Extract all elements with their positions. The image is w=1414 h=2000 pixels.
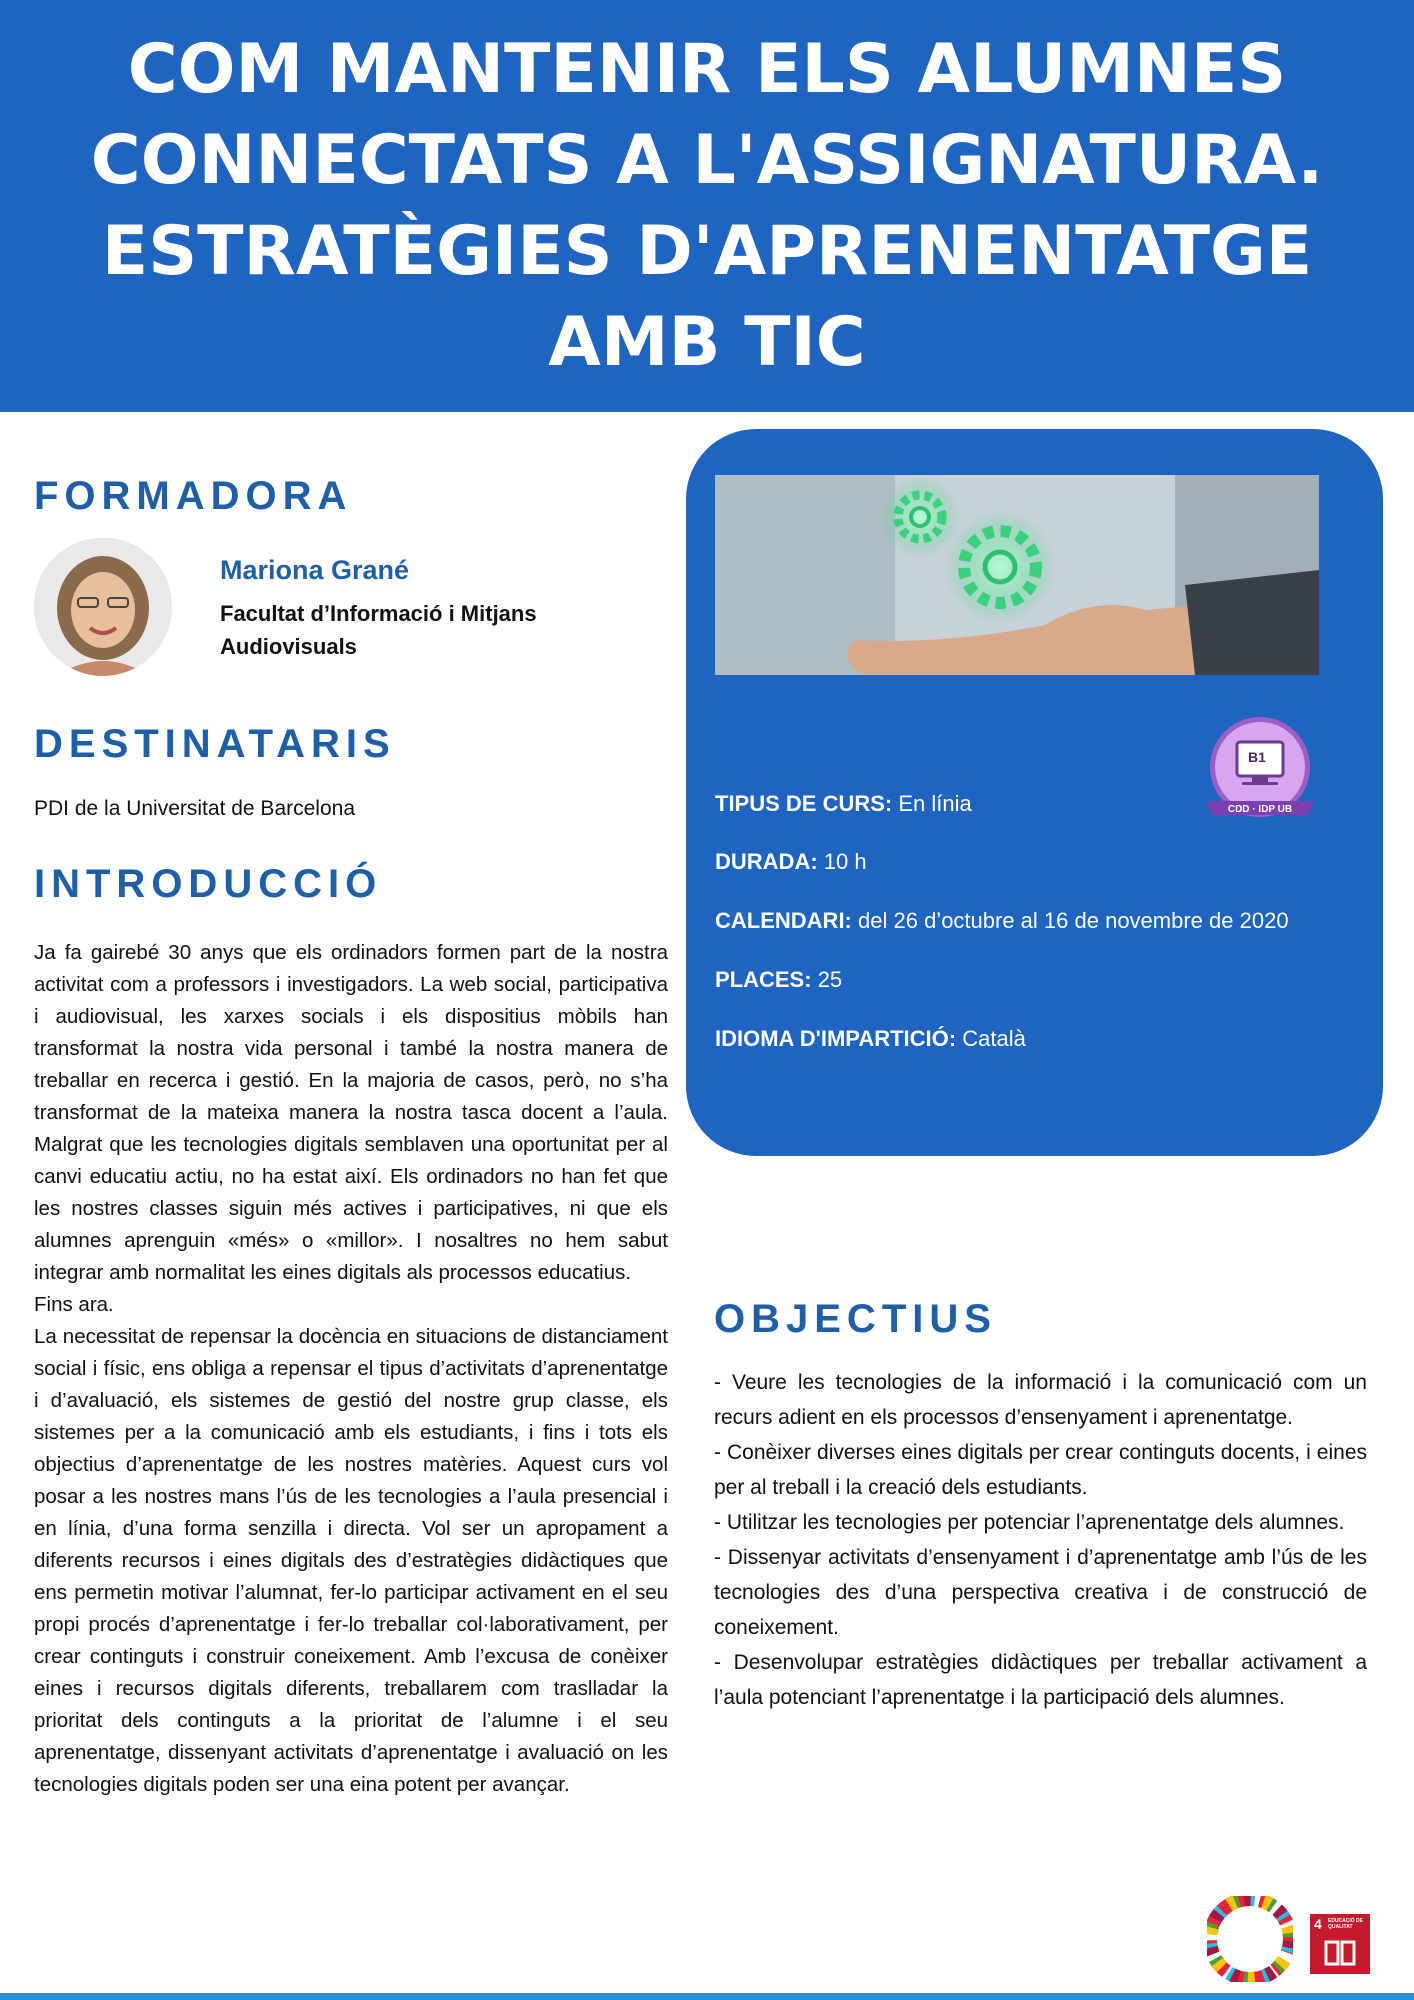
- trainer-portrait: [34, 538, 172, 676]
- page-title: COM MANTENIR ELS ALUMNES CONNECTATS A L'ASSIGNATURA. ESTRATÈGIES D'APRENENTATGE AMB TIC: [90, 30, 1324, 382]
- gears-hand-illustration: [715, 475, 1319, 675]
- course-language-label: IDIOMA D'IMPARTICIÓ:: [715, 1026, 957, 1051]
- course-places: [715, 967, 842, 993]
- course-type-value: En línia: [898, 791, 972, 816]
- course-duration: [715, 849, 867, 875]
- course-type: [715, 791, 972, 817]
- sdg-wheel-icon: [1207, 1896, 1293, 1982]
- intro-paragraph: Ja fa gairebé 30 anys que els ordinadors formen part de la nostra activitat com a professors i investigadors. La web social, participativa i audiovisual, les xarxes socials i els dispositius mòbils han transformat la nostra vida personal i també la nostra manera de treballar en recerca i gestió. En la majoria de casos, però, no s’ha transformat de la mateixa manera la nostra tasca docent a l’aula. Malgrat que les tecnologies digitals semblaven una oportunitat per al canvi educatiu actiu, no ha estat així. Els ordinadors no han fet que les nostres classes siguin més actives i participatives, ni que els alumnes aprenguin «més» o «millor». I nosaltres no hem sabut integrar amb normalitat les eines digitals als processos educatius.: [34, 941, 668, 1284]
- intro-paragraph: La necessitat de repensar la docència en situacions de distanciament social i físic, ens obliga a repensar el tipus d’activitats d’aprenentatge i d’avaluació, els sistemes de gestió del nostre grup classe, els sistemes per a la comunicació amb els estudiants, i fins i tots els objectius d’aprenentatge de les nostres matèries. Aquest curs vol posar a les nostres mans l’ús de les tecnologies a l’aula presencial i en línia, d’una forma senzilla i directa. Vol ser un apropament a diferents recursos i eines digitals des d’estratègies didàctiques que ens permetin motivar l’alumnat, fer-lo participar activament en el seu propi procés d’aprenentatge i fer-lo treballar col·laborativament, per crear continguts i construir coneixement. Amb l’excusa de conèixer eines i recursos digitals diferents, treballarem com traslladar la prioritat dels continguts a la prioritat de l’alumne i el seu aprenentatge, dissenyant activitats d’aprenentatge i avaluació on les tecnologies digitals poden ser una eina potent per avançar.: [34, 1325, 668, 1796]
- course-calendar: [715, 908, 1289, 934]
- introduction-text: [34, 937, 668, 1801]
- intro-paragraph: Fins ara.: [34, 1293, 114, 1316]
- course-calendar-label: CALENDARI:: [715, 908, 852, 933]
- course-duration-value: 10 h: [823, 849, 867, 874]
- book-icon: [1310, 1914, 1370, 1974]
- sdg-goal-label: EDUCACIÓ DE QUALITAT: [1328, 1918, 1364, 1930]
- course-language-value: Català: [962, 1026, 1026, 1051]
- recipients-text: PDI de la Universitat de Barcelona: [34, 797, 355, 820]
- sdg-goal-4-logo: [1310, 1914, 1370, 1974]
- objectives-list: [714, 1365, 1367, 1715]
- objective-item: - Veure les tecnologies de la informació i la comunicació com un recurs adient en els processos d’ensenyament i aprenentatge.: [714, 1371, 1367, 1429]
- bottom-stripe: [0, 1993, 1414, 2000]
- sdg-goal-number: 4: [1314, 1916, 1322, 1932]
- page-header: [0, 0, 1414, 412]
- introduction-section-title: INTRODUCCIÓ: [34, 862, 383, 906]
- hero-image: [715, 475, 1319, 675]
- course-places-value: 25: [817, 967, 843, 992]
- course-duration-label: DURADA:: [715, 849, 818, 874]
- recipients-section-title: DESTINATARIS: [34, 722, 396, 766]
- trainer-section-title: FORMADORA: [34, 474, 353, 518]
- course-language: [715, 1026, 1026, 1052]
- course-calendar-value: del 26 d’octubre al 16 de novembre de 2020: [858, 908, 1289, 933]
- course-places-label: PLACES:: [715, 967, 812, 992]
- objective-item: - Dissenyar activitats d’ensenyament i d’aprenentatge amb l’ús de les tecnologies des d’una perspectiva creativa i de construcció de coneixement.: [714, 1546, 1367, 1639]
- trainer-name: Mariona Grané: [220, 555, 410, 585]
- course-info-card: [686, 429, 1383, 1156]
- level-badge: [1204, 715, 1316, 827]
- trainer-photo: [34, 538, 172, 676]
- objective-item: - Conèixer diverses eines digitals per crear continguts docents, i eines per al treball i la creació dels estudiants.: [714, 1441, 1367, 1499]
- objective-item: - Desenvolupar estratègies didàctiques per treballar activament a l’aula potenciant l’aprenentatge i la participació dels alumnes.: [714, 1651, 1367, 1709]
- objectives-section-title: OBJECTIUS: [714, 1297, 997, 1341]
- badge-level: B1: [1248, 749, 1266, 765]
- course-type-label: TIPUS DE CURS:: [715, 791, 893, 816]
- badge-caption: CDD · IDP UB: [1227, 804, 1293, 815]
- objective-item: - Utilitzar les tecnologies per potenciar l’aprenentatge dels alumnes.: [714, 1511, 1345, 1534]
- trainer-affiliation: Facultat d’Informació i Mitjans Audiovisuals: [220, 601, 537, 659]
- sdg-wheel-logo: [1207, 1896, 1293, 1982]
